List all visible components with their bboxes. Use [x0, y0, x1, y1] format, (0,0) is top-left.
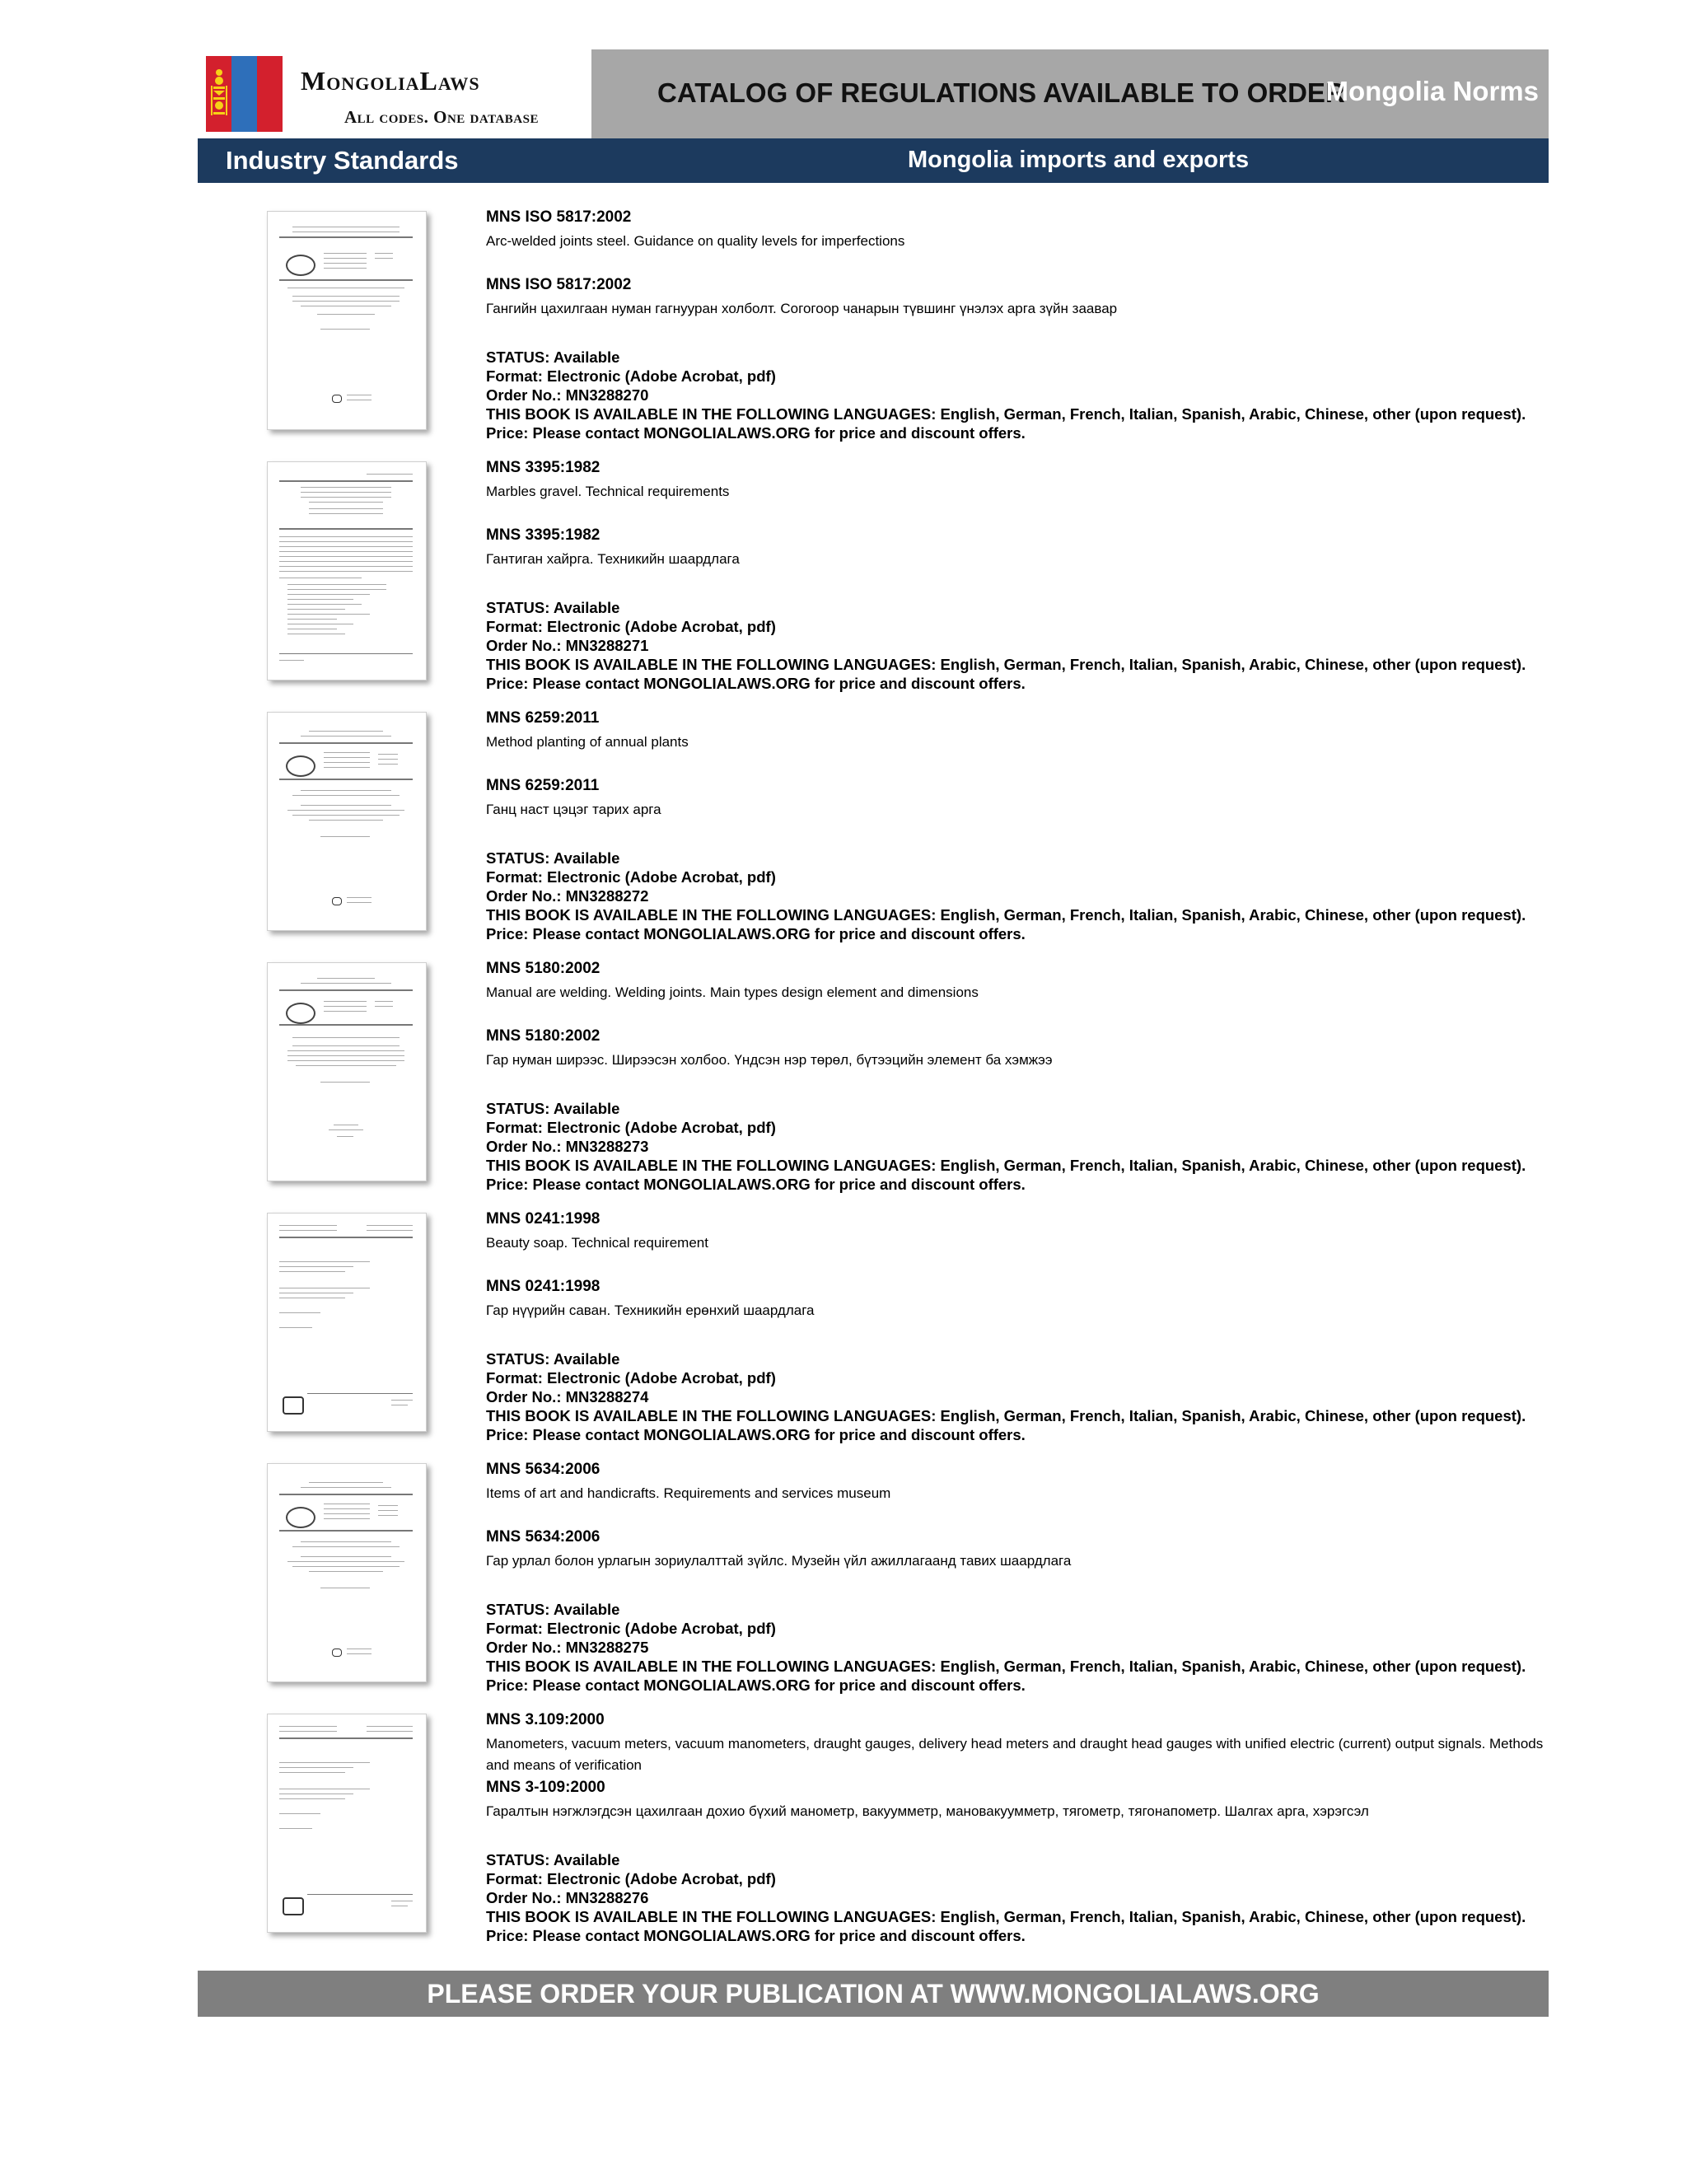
- order-number: Order No.: MN3288273: [486, 1138, 649, 1155]
- languages-text: THIS BOOK IS AVAILABLE IN THE FOLLOWING LANGUAGES: English, German, French, Italian, Spanish, Arabic, Chinese, other (upon request).: [486, 1658, 1526, 1675]
- entry-text: [486, 959, 1557, 1194]
- price-text: Price: Please contact MONGOLIALAWS.ORG for price and discount offers.: [486, 925, 1026, 942]
- format-text: Format: Electronic (Adobe Acrobat, pdf): [486, 1620, 776, 1637]
- price-text: Price: Please contact MONGOLIALAWS.ORG for price and discount offers.: [486, 1176, 1026, 1193]
- mongolia-flag-icon: [206, 56, 283, 132]
- order-number: Order No.: MN3288275: [486, 1639, 649, 1656]
- price-text: Price: Please contact MONGOLIALAWS.ORG for price and discount offers.: [486, 1677, 1026, 1694]
- standard-code[interactable]: MNS ISO 5817:2002: [486, 208, 632, 226]
- standard-title-local: Гар нуман ширээс. Ширээсэн холбоо. Үндсэн нэр төрөл, бүтээцийн элемент ба хэмжээ: [486, 1052, 1053, 1068]
- catalog-title: CATALOG OF REGULATIONS AVAILABLE TO ORDER: [657, 77, 1345, 108]
- standard-code-local: MNS ISO 5817:2002: [486, 276, 632, 293]
- standard-code[interactable]: MNS 5180:2002: [486, 960, 600, 977]
- standard-title: Items of art and handicrafts. Requirements and services museum: [486, 1485, 891, 1501]
- standard-title: Manual are welding. Welding joints. Main types design element and dimensions: [486, 984, 979, 1000]
- standard-title: Marbles gravel. Technical requirements: [486, 484, 730, 499]
- document-thumbnail[interactable]: [267, 1213, 427, 1432]
- brand-right: Mongolia Norms: [1325, 76, 1539, 106]
- standard-title-local: Гаралтын нэгжлэгдсэн цахилгаан дохио бүхий манометр, вакуумметр, мановакуумметр, тягометр, тягонапометр. Шалгах арга, хэрэгсэл: [486, 1803, 1369, 1819]
- standard-code[interactable]: MNS 5634:2006: [486, 1461, 600, 1478]
- standard-code[interactable]: MNS 0241:1998: [486, 1210, 600, 1228]
- format-text: Format: Electronic (Adobe Acrobat, pdf): [486, 618, 776, 635]
- standard-code-local: MNS 5634:2006: [486, 1528, 600, 1546]
- header-banner: [591, 49, 1549, 138]
- price-text: Price: Please contact MONGOLIALAWS.ORG for price and discount offers.: [486, 1426, 1026, 1443]
- price-text: Price: Please contact MONGOLIALAWS.ORG for price and discount offers.: [486, 675, 1026, 692]
- entry-text: [486, 1710, 1557, 1945]
- standard-code[interactable]: MNS 3.109:2000: [486, 1711, 605, 1728]
- standard-code-local: MNS 6259:2011: [486, 777, 600, 794]
- status-text: STATUS: Available: [486, 348, 620, 366]
- entry-text: [486, 1460, 1557, 1695]
- order-number: Order No.: MN3288274: [486, 1388, 649, 1405]
- standard-code-local: MNS 3395:1982: [486, 526, 600, 544]
- standard-code-local: MNS 0241:1998: [486, 1278, 600, 1295]
- document-thumbnail[interactable]: [267, 712, 427, 931]
- standard-title-local: Гантиган хайрга. Техникийн шаардлага: [486, 551, 740, 567]
- entry-text: [486, 1209, 1557, 1444]
- status-text: STATUS: Available: [486, 1100, 620, 1117]
- standard-code-local: MNS 3-109:2000: [486, 1779, 605, 1796]
- status-text: STATUS: Available: [486, 599, 620, 616]
- logo[interactable]: [198, 49, 591, 138]
- category-bar: [198, 138, 1549, 183]
- standard-code-local: MNS 5180:2002: [486, 1027, 600, 1045]
- entry-text: [486, 208, 1557, 442]
- order-number: Order No.: MN3288276: [486, 1889, 649, 1906]
- standard-title-local: Гар нүүрийн саван. Техникийн ерөнхий шаардлага: [486, 1302, 815, 1318]
- logo-title: MongoliaLaws: [301, 66, 480, 96]
- format-text: Format: Electronic (Adobe Acrobat, pdf): [486, 1119, 776, 1136]
- format-text: Format: Electronic (Adobe Acrobat, pdf): [486, 367, 776, 385]
- document-thumbnail[interactable]: [267, 1714, 427, 1933]
- format-text: Format: Electronic (Adobe Acrobat, pdf): [486, 868, 776, 886]
- page-header: [198, 49, 1549, 138]
- document-thumbnail[interactable]: [267, 1463, 427, 1682]
- standard-code[interactable]: MNS 3395:1982: [486, 459, 600, 476]
- soyombo-icon: [211, 68, 227, 120]
- format-text: Format: Electronic (Adobe Acrobat, pdf): [486, 1870, 776, 1887]
- languages-text: THIS BOOK IS AVAILABLE IN THE FOLLOWING LANGUAGES: English, German, French, Italian, Spanish, Arabic, Chinese, other (upon request).: [486, 1908, 1526, 1925]
- standard-title: Arc-welded joints steel. Guidance on quality levels for imperfections: [486, 233, 905, 249]
- standard-code[interactable]: MNS 6259:2011: [486, 709, 600, 727]
- order-number: Order No.: MN3288271: [486, 637, 649, 654]
- category-subtitle: Mongolia imports and exports: [908, 147, 1250, 173]
- standard-title: Method planting of annual plants: [486, 734, 689, 750]
- logo-subtitle: All codes. One database: [344, 107, 539, 127]
- document-thumbnail[interactable]: [267, 211, 427, 430]
- order-banner-link[interactable]: PLEASE ORDER YOUR PUBLICATION AT WWW.MONGOLIALAWS.ORG: [198, 1971, 1549, 2017]
- document-thumbnail[interactable]: [267, 962, 427, 1181]
- status-text: STATUS: Available: [486, 1350, 620, 1368]
- languages-text: THIS BOOK IS AVAILABLE IN THE FOLLOWING LANGUAGES: English, German, French, Italian, Spanish, Arabic, Chinese, other (upon request).: [486, 1407, 1526, 1424]
- languages-text: THIS BOOK IS AVAILABLE IN THE FOLLOWING LANGUAGES: English, German, French, Italian, Spanish, Arabic, Chinese, other (upon request).: [486, 906, 1526, 924]
- status-text: STATUS: Available: [486, 1851, 620, 1868]
- order-number: Order No.: MN3288272: [486, 887, 649, 905]
- category-label: Industry Standards: [226, 146, 459, 175]
- standard-title-local: Ганц наст цэцэг тарих арга: [486, 802, 661, 817]
- price-text: Price: Please contact MONGOLIALAWS.ORG for price and discount offers.: [486, 1927, 1026, 1944]
- order-number: Order No.: MN3288270: [486, 386, 649, 404]
- standard-title-local: Гангийн цахилгаан нуман гагнууран холболт. Согогоор чанарын түвшинг үнэлэх арга зүйн заавар: [486, 301, 1118, 316]
- languages-text: THIS BOOK IS AVAILABLE IN THE FOLLOWING LANGUAGES: English, German, French, Italian, Spanish, Arabic, Chinese, other (upon request).: [486, 405, 1526, 423]
- document-thumbnail[interactable]: [267, 461, 427, 680]
- languages-text: THIS BOOK IS AVAILABLE IN THE FOLLOWING LANGUAGES: English, German, French, Italian, Spanish, Arabic, Chinese, other (upon request).: [486, 656, 1526, 673]
- entry-text: [486, 709, 1557, 943]
- status-text: STATUS: Available: [486, 849, 620, 867]
- entry-text: [486, 458, 1557, 693]
- status-text: STATUS: Available: [486, 1601, 620, 1618]
- price-text: Price: Please contact MONGOLIALAWS.ORG for price and discount offers.: [486, 424, 1026, 442]
- standard-title: Beauty soap. Technical requirement: [486, 1235, 708, 1251]
- format-text: Format: Electronic (Adobe Acrobat, pdf): [486, 1369, 776, 1387]
- standard-title: Manometers, vacuum meters, vacuum manometers, draught gauges, delivery head meters and draught head gauges with unified electric (current) output signals. Methods and means of verification: [486, 1736, 1544, 1773]
- languages-text: THIS BOOK IS AVAILABLE IN THE FOLLOWING LANGUAGES: English, German, French, Italian, Spanish, Arabic, Chinese, other (upon request).: [486, 1157, 1526, 1174]
- standard-title-local: Гар урлал болон урлагын зориулалттай зүйлс. Музейн үйл ажиллагаанд тавих шаардлага: [486, 1553, 1072, 1569]
